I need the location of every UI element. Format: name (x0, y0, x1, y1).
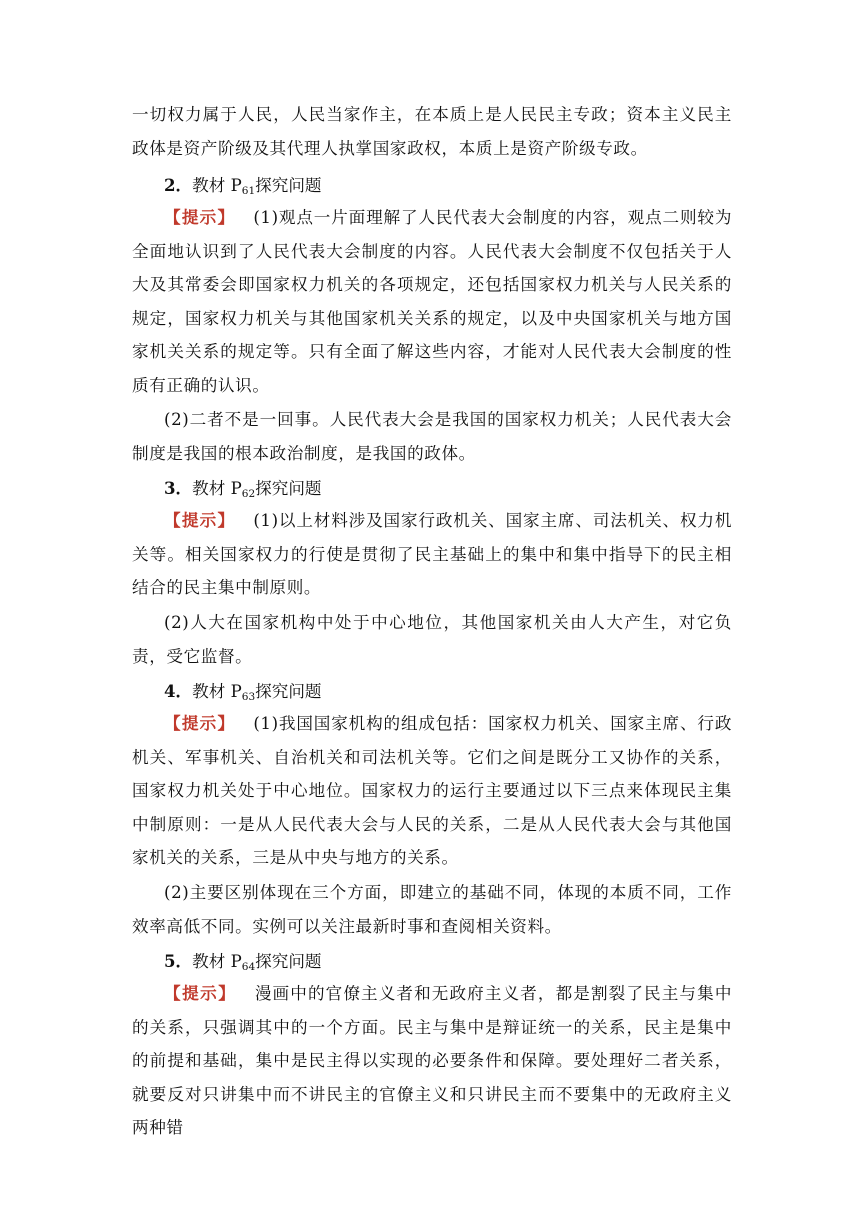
section-2-extra-paragraph: (2)二者不是一回事。人民代表大会是我国的国家权力机关；人民代表大会制度是我国的根本政治制度，是我国的政体。 (132, 410, 732, 463)
section-3-page-number: 62 (241, 488, 256, 500)
section-5-title-prefix: 教材 P (192, 952, 242, 971)
section-4-number: 4． (164, 681, 193, 701)
section-3-number: 3． (164, 478, 193, 498)
tip-label: 【提示】 (164, 984, 237, 1003)
section-4-page-number: 63 (241, 691, 256, 703)
section-2-title-prefix: 教材 P (192, 176, 242, 195)
section-3-title-suffix: 探究问题 (255, 479, 322, 498)
tip-label: 【提示】 (164, 208, 236, 227)
section-4-title-prefix: 教材 P (192, 682, 242, 701)
section-4-title-suffix: 探究问题 (255, 682, 322, 701)
section-2-tip-paragraph (132, 201, 732, 403)
section-2-title-suffix: 探究问题 (255, 176, 322, 195)
section-4-extra-paragraph: (2)主要区别体现在三个方面，即建立的基础不同，体现的本质不同，工作效率高低不同。实例可以关注最新时事和查阅相关资料。 (132, 883, 732, 936)
section-3-extra-paragraph: (2)人大在国家机构中处于中心地位，其他国家机关由人大产生，对它负责，受它监督。 (132, 613, 732, 666)
section-5-number: 5． (164, 951, 193, 971)
section-2-page-number: 61 (241, 185, 256, 197)
tip-label: 【提示】 (164, 511, 236, 530)
section-2-number: 2． (164, 175, 193, 195)
section-3-tip-paragraph (132, 504, 732, 605)
section-4-tip-text: (1)我国国家机构的组成包括：国家权力机关、国家主席、行政机关、军事机关、自治机关和司法机关等。它们之间是既分工又协作的关系，国家权力机关处于中心地位。国家权力的运行主要通过以下三点来体现民主集中制原则：一是从人民代表大会与人民的关系，二是从人民代表大会与其他国家机关的关系，三是从中央与地方的关系。 (132, 714, 733, 868)
section-5-tip-paragraph (132, 977, 732, 1145)
section-2-tip-text: (1)观点一片面理解了人民代表大会制度的内容，观点二则较为全面地认识到了人民代表大会制度的内容。人民代表大会制度不仅包括关于人大及其常委会即国家权力机关的各项规定，还包括国家权力机关与人民关系的规定，国家权力机关与其他国家机关关系的规定，以及中央国家机关与地方国家机关关系的规定等。只有全面了解这些内容，才能对人民代表大会制度的性质有正确的认识。 (132, 208, 733, 395)
section-5-title-suffix: 探究问题 (255, 952, 322, 971)
section-4-tip-paragraph (132, 707, 732, 875)
section-5-tip-text: 漫画中的官僚主义者和无政府主义者，都是割裂了民主与集中的关系，只强调其中的一个方面。民主与集中是辩证统一的关系，民主是集中的前提和基础，集中是民主得以实现的必要条件和保障。要处理好二者关系，就要反对只讲集中而不讲民主的官僚主义和只讲民主而不要集中的无政府主义两种错 (132, 984, 733, 1138)
section-5-page-number: 64 (241, 961, 256, 973)
tip-label: 【提示】 (164, 714, 236, 733)
intro-paragraph: 一切权力属于人民，人民当家作主，在本质上是人民民主专政；资本主义民主政体是资产阶级及其代理人执掌国家政权，本质上是资产阶级专政。 (132, 105, 732, 158)
section-3-tip-text: (1)以上材料涉及国家行政机关、国家主席、司法机关、权力机关等。相关国家权力的行使是贯彻了民主基础上的集中和集中指导下的民主相结合的民主集中制原则。 (132, 511, 733, 598)
section-3-title-prefix: 教材 P (192, 479, 242, 498)
